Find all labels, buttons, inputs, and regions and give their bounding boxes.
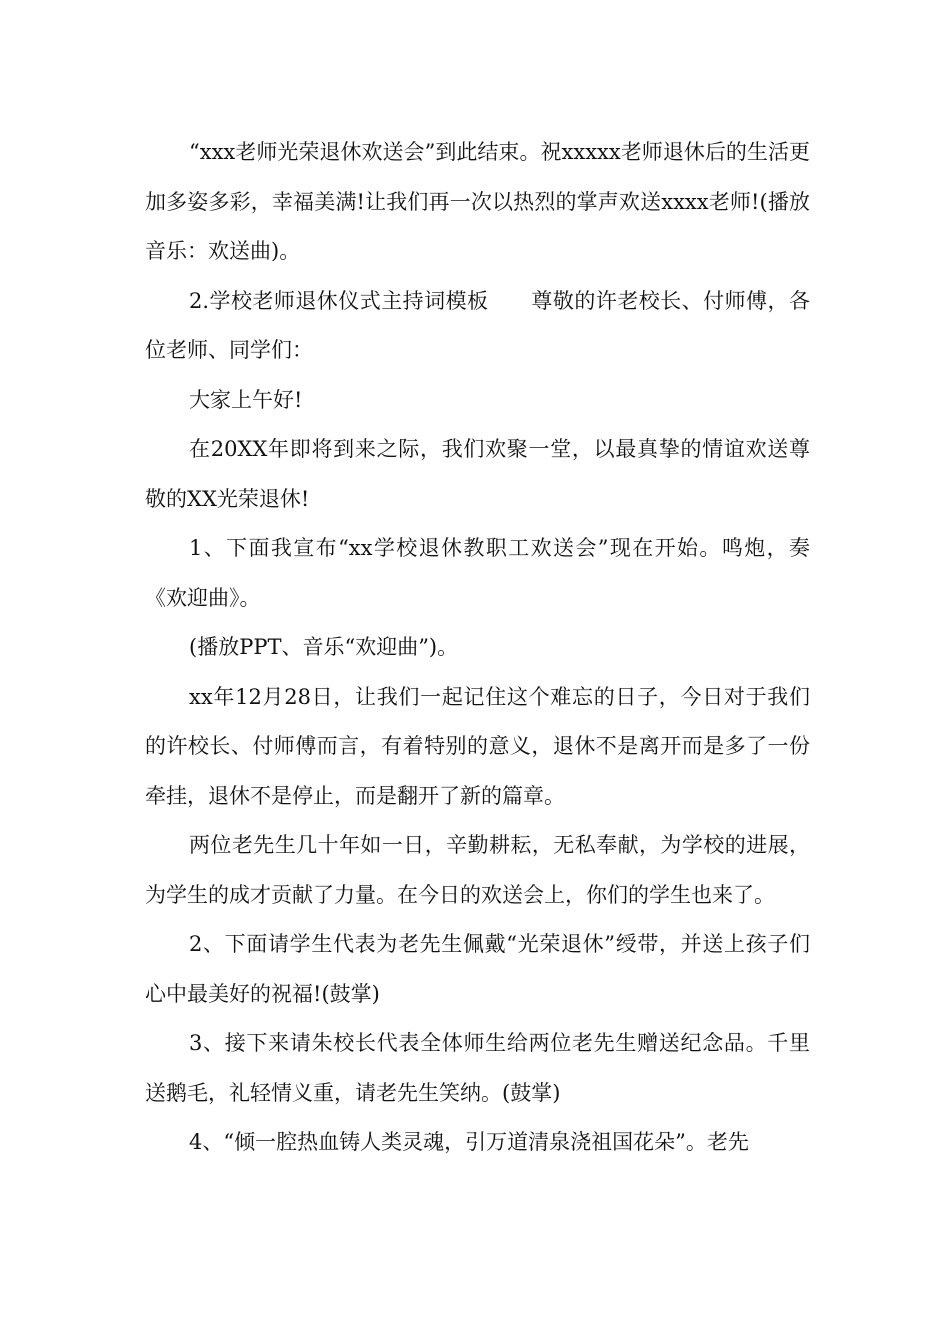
paragraph-tribute: 两位老先生几十年如一日，辛勤耕耘，无私奉献，为学校的进展，为学生的成才贡献了力量。在今日的欢送会上，你们的学生也来了。 xyxy=(145,833,810,907)
document-body xyxy=(145,128,810,1168)
paragraph-step-2: 2、下面请学生代表为老先生佩戴“光荣退休”绶带，并送上孩子们心中最美好的祝福!(鼓掌) xyxy=(145,932,810,1006)
paragraph-closing-farewell: “xxx老师光荣退休欢送会”到此结束。祝xxxxx老师退休后的生活更加多姿多彩，幸福美满!让我们再一次以热烈的掌声欢送xxxx老师!(播放音乐：欢送曲)。 xyxy=(145,140,810,263)
paragraph-greeting: 大家上午好! xyxy=(189,387,303,412)
paragraph-opening: 在20XX年即将到来之际，我们欢聚一堂，以最真挚的情谊欢送尊敬的XX光荣退休! xyxy=(145,437,810,511)
paragraph-step-1: 1、下面我宣布“xx学校退休教职工欢送会”现在开始。鸣炮，奏《欢迎曲》。 xyxy=(145,536,810,610)
paragraph-section-heading: 2.学校老师退休仪式主持词模板 尊敬的许老校长、付师傅，各位老师、同学们： xyxy=(145,288,810,362)
paragraph-date-remark: xx年12月28日，让我们一起记住这个难忘的日子，今日对于我们的许校长、付师傅而言，有着特别的意义，退休不是离开而是多了一份牵挂，退休不是停止，而是翻开了新的篇章。 xyxy=(145,684,810,808)
paragraph-step-4: 4、“倾一腔热血铸人类灵魂，引万道清泉浇祖国花朵”。老先 xyxy=(189,1130,749,1154)
paragraph-play-ppt: (播放PPT、音乐“欢迎曲”)。 xyxy=(189,635,459,659)
paragraph-step-3: 3、接下来请朱校长代表全体师生给两位老先生赠送纪念品。千里送鹅毛，礼轻情义重，请老先生笑纳。(鼓掌) xyxy=(145,1031,810,1105)
